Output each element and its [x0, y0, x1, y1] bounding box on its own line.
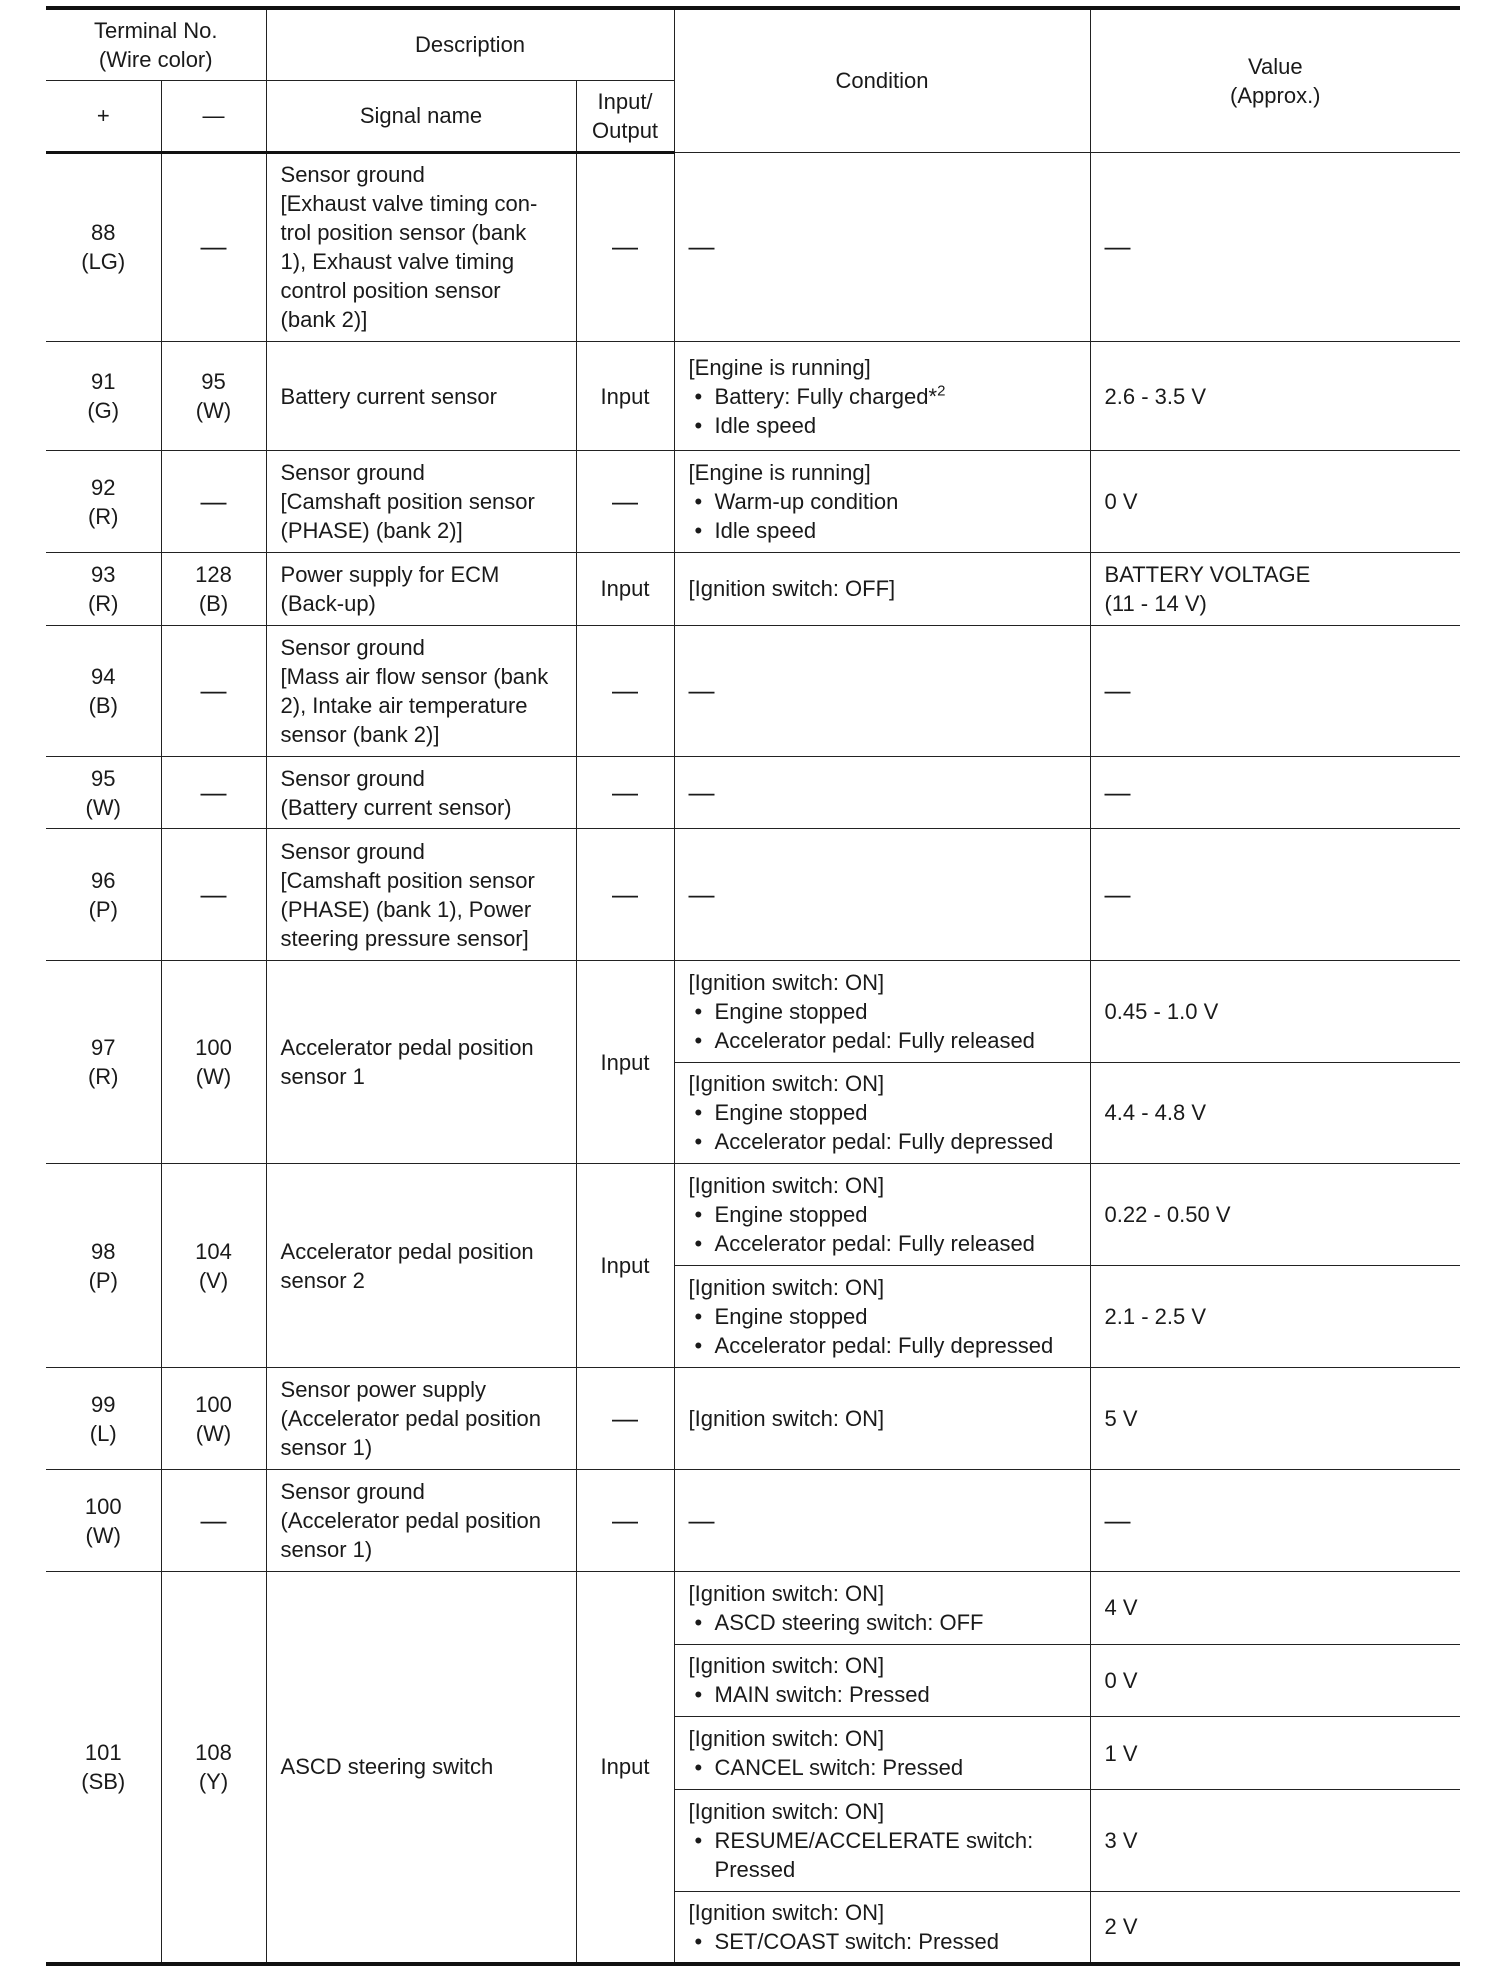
- condition-bullet: • SET/COAST switch: Pressed: [689, 1927, 1082, 1956]
- io-cell: [576, 1164, 674, 1368]
- condition-heading: —: [688, 675, 715, 706]
- signal-line: (Battery current sensor): [280, 794, 512, 820]
- io-cell: [576, 152, 674, 342]
- condition-bullet: • Accelerator pedal: Fully depressed: [689, 1331, 1082, 1360]
- value-text: 0 V: [1104, 1667, 1138, 1693]
- value-text: 0.22 - 0.50 V: [1104, 1202, 1231, 1228]
- value-text: 3 V: [1104, 1827, 1138, 1853]
- condition-cell: [674, 625, 1090, 756]
- signal-line: Sensor power supply: [280, 1377, 486, 1403]
- condition-bullet: • Engine stopped: [689, 1200, 1082, 1229]
- terminal-number: —: [200, 485, 227, 516]
- table-header: [46, 8, 1460, 152]
- condition-cell: [674, 1062, 1090, 1164]
- value-range: (11 - 14 V): [1104, 590, 1207, 616]
- terminal-number: 97: [91, 1035, 116, 1060]
- document-page: [46, 6, 1460, 1966]
- io-value: Input: [600, 1754, 650, 1780]
- signal-line: [Mass air flow sensor (bank: [280, 663, 549, 689]
- io-cell: [576, 625, 674, 756]
- wire-color: (Y): [198, 1768, 229, 1794]
- signal-line: Sensor ground: [280, 765, 425, 791]
- condition-cell: [674, 829, 1090, 960]
- minus-terminal-cell: [161, 1470, 266, 1572]
- description-header: Description: [266, 8, 674, 80]
- condition-heading: —: [688, 1505, 715, 1535]
- condition-heading: [Ignition switch: ON]: [688, 1406, 885, 1432]
- io-cell: [576, 756, 674, 829]
- wire-color: (P): [88, 896, 118, 922]
- signal-name-cell: [266, 451, 576, 553]
- terminal-number: 99: [91, 1391, 116, 1417]
- value-cell: [1090, 1891, 1460, 1964]
- wire-color: (V): [198, 1267, 229, 1293]
- signal-line: (PHASE) (bank 2)]: [280, 518, 463, 544]
- value-cell: [1090, 1266, 1460, 1368]
- io-cell: [576, 1571, 674, 1964]
- signal-line: 1), Exhaust valve timing: [280, 249, 515, 275]
- signal-line: Sensor ground: [280, 634, 425, 660]
- condition-bullet: • Idle speed: [689, 411, 1082, 440]
- condition-bullet: • Accelerator pedal: Fully released: [689, 1026, 1082, 1055]
- condition-heading: [Ignition switch: ON]: [688, 1580, 885, 1606]
- signal-name-cell: [266, 1470, 576, 1572]
- condition-bullet: • Battery: Fully charged*$^2$: [689, 382, 1082, 411]
- signal-line: steering pressure sensor]: [280, 925, 529, 951]
- signal-line: control position sensor: [280, 278, 501, 304]
- condition-bullet: • CANCEL switch: Pressed: [689, 1753, 1082, 1782]
- signal-name-header: Signal name: [266, 80, 576, 152]
- condition-cell: [674, 1266, 1090, 1368]
- terminal-number: —: [200, 674, 227, 705]
- condition-cell: [674, 451, 1090, 553]
- minus-terminal-cell: [161, 960, 266, 1164]
- plus-terminal-cell: [46, 1470, 161, 1572]
- value-text: 0.45 - 1.0 V: [1104, 998, 1219, 1024]
- wire-color: (B): [198, 590, 229, 616]
- signal-name-cell: [266, 152, 576, 342]
- table-row: [46, 1571, 1460, 1644]
- plus-terminal-cell: [46, 756, 161, 829]
- condition-heading: [Ignition switch: ON]: [688, 1275, 885, 1301]
- minus-terminal-cell: [161, 1164, 266, 1368]
- signal-line: [Camshaft position sensor: [280, 489, 535, 515]
- condition-bullet: • Warm-up condition: [689, 487, 1082, 516]
- condition-cell: [674, 152, 1090, 342]
- plus-terminal-cell: [46, 1571, 161, 1964]
- condition-bullet: • MAIN switch: Pressed: [689, 1680, 1082, 1709]
- wire-color-label: (Wire color): [98, 46, 213, 72]
- signal-name-cell: [266, 342, 576, 451]
- plus-terminal-cell: [46, 152, 161, 342]
- terminal-number: 92: [91, 474, 116, 500]
- terminal-number: 96: [91, 867, 116, 893]
- minus-terminal-cell: [161, 342, 266, 451]
- value-cell: [1090, 625, 1460, 756]
- condition-cell: [674, 1717, 1090, 1790]
- io-value: —: [612, 878, 639, 909]
- condition-heading: —: [688, 231, 715, 262]
- value-text: —: [1104, 776, 1131, 807]
- signal-name-cell: [266, 756, 576, 829]
- wire-color: (W): [85, 1522, 121, 1548]
- table-row: [46, 756, 1460, 829]
- value-text: 4 V: [1104, 1595, 1138, 1621]
- plus-header: +: [46, 80, 161, 152]
- io-value: —: [612, 1504, 639, 1535]
- value-cell: [1090, 1368, 1460, 1470]
- value-header: [1090, 8, 1460, 152]
- value-cell: [1090, 553, 1460, 626]
- value-cell: [1090, 1164, 1460, 1266]
- table-row: [46, 625, 1460, 756]
- terminal-number: 104: [195, 1238, 232, 1264]
- minus-terminal-cell: [161, 451, 266, 553]
- condition-bullet: • Accelerator pedal: Fully released: [689, 1229, 1082, 1258]
- value-text: —: [1104, 230, 1131, 261]
- condition-cell: [674, 1164, 1090, 1266]
- value-cell: [1090, 451, 1460, 553]
- io-cell: [576, 342, 674, 451]
- signal-name-cell: [266, 1368, 576, 1470]
- terminal-number: —: [200, 1504, 227, 1535]
- plus-terminal-cell: [46, 1368, 161, 1470]
- io-value: —: [612, 231, 639, 262]
- terminal-number: 98: [91, 1238, 116, 1264]
- minus-terminal-cell: [161, 152, 266, 342]
- value-text: 0 V: [1104, 489, 1138, 515]
- condition-bullet: • RESUME/ACCELERATE switch: Pressed: [689, 1826, 1082, 1884]
- io-cell: [576, 1368, 674, 1470]
- terminal-number: 95: [91, 765, 116, 791]
- ecm-terminal-table: [46, 6, 1460, 1966]
- condition-heading: [Ignition switch: ON]: [688, 1899, 885, 1925]
- wire-color: (P): [88, 1267, 118, 1293]
- terminal-number: —: [200, 776, 227, 807]
- plus-terminal-cell: [46, 960, 161, 1164]
- value-label: Value: [1247, 53, 1303, 79]
- signal-line: trol position sensor (bank: [280, 220, 527, 246]
- minus-terminal-cell: [161, 553, 266, 626]
- signal-line: Sensor ground: [280, 162, 425, 188]
- terminal-number: 88: [91, 220, 116, 246]
- table-row: [46, 1164, 1460, 1266]
- signal-name-cell: [266, 1164, 576, 1368]
- approx-label: (Approx.): [1230, 82, 1321, 108]
- value-text: 5 V: [1104, 1406, 1138, 1432]
- signal-line: sensor 1: [280, 1064, 365, 1089]
- condition-cell: [674, 1789, 1090, 1891]
- value-cell: [1090, 152, 1460, 342]
- wire-color: (W): [195, 398, 232, 424]
- terminal-no-label: Terminal No.: [94, 17, 218, 43]
- signal-name-cell: [266, 553, 576, 626]
- wire-color: (R): [87, 1064, 119, 1089]
- io-cell: [576, 960, 674, 1164]
- value-text: —: [1104, 878, 1131, 909]
- terminal-number: 95: [201, 369, 226, 395]
- signal-line: Sensor ground: [280, 460, 425, 486]
- wire-color: (W): [85, 794, 121, 820]
- value-cell: [1090, 1717, 1460, 1790]
- condition-heading: [Ignition switch: ON]: [688, 1798, 885, 1824]
- plus-terminal-cell: [46, 829, 161, 960]
- condition-bullet: • Idle speed: [689, 516, 1082, 545]
- terminal-number: 100: [195, 1391, 232, 1417]
- condition-heading: [Engine is running]: [688, 354, 871, 380]
- wire-color: (L): [89, 1420, 117, 1446]
- condition-cell: [674, 1644, 1090, 1717]
- table-row: [46, 451, 1460, 553]
- signal-line: (Back-up): [280, 590, 376, 616]
- table-row: [46, 1368, 1460, 1470]
- table-row: [46, 829, 1460, 960]
- condition-heading: [Ignition switch: ON]: [688, 969, 885, 995]
- signal-line: sensor 2: [280, 1267, 365, 1293]
- condition-cell: [674, 1891, 1090, 1964]
- table-row: [46, 152, 1460, 342]
- signal-line: sensor (bank 2)]: [280, 721, 440, 747]
- io-value: —: [612, 674, 639, 705]
- plus-terminal-cell: [46, 1164, 161, 1368]
- io-value: Input: [600, 576, 650, 602]
- signal-line: ASCD steering switch: [280, 1754, 494, 1780]
- condition-heading: [Ignition switch: ON]: [688, 1726, 885, 1752]
- value-text: —: [1104, 674, 1131, 705]
- footnote-marker: 2: [937, 382, 946, 400]
- io-cell: [576, 1470, 674, 1572]
- table-row: [46, 553, 1460, 626]
- terminal-number: 108: [195, 1739, 232, 1765]
- condition-bullet: • Engine stopped: [689, 1302, 1082, 1331]
- value-cell: [1090, 1571, 1460, 1644]
- value-text: 2 V: [1104, 1914, 1138, 1940]
- io-cell: [576, 829, 674, 960]
- terminal-number: 91: [91, 369, 116, 395]
- condition-cell: [674, 960, 1090, 1062]
- condition-bullet: • Accelerator pedal: Fully depressed: [689, 1127, 1082, 1156]
- signal-line: (Accelerator pedal position: [280, 1406, 541, 1432]
- signal-line: Sensor ground: [280, 1479, 425, 1504]
- condition-cell: [674, 1571, 1090, 1644]
- value-text: 2.1 - 2.5 V: [1104, 1304, 1207, 1330]
- plus-terminal-cell: [46, 625, 161, 756]
- signal-line: (Accelerator pedal position: [280, 1508, 541, 1533]
- value-cell: [1090, 1062, 1460, 1164]
- signal-line: sensor 1): [280, 1435, 373, 1461]
- table-row: [46, 1470, 1460, 1572]
- terminal-no-header: [46, 8, 266, 80]
- value-cell: [1090, 1644, 1460, 1717]
- signal-line: Sensor ground: [280, 838, 425, 864]
- plus-terminal-cell: [46, 451, 161, 553]
- plus-terminal-cell: [46, 342, 161, 451]
- condition-heading: —: [688, 879, 715, 910]
- condition-cell: [674, 756, 1090, 829]
- minus-terminal-cell: [161, 829, 266, 960]
- io-header: Input/ Output: [576, 80, 674, 152]
- signal-line: sensor 1): [280, 1537, 373, 1562]
- signal-line: (PHASE) (bank 1), Power: [280, 896, 532, 922]
- condition-heading: [Ignition switch: ON]: [688, 1173, 885, 1199]
- wire-color: (R): [87, 590, 119, 616]
- value-text: 2.6 - 3.5 V: [1104, 383, 1207, 409]
- io-value: Input: [600, 383, 650, 409]
- signal-line: 2), Intake air temperature: [280, 692, 528, 718]
- value-text: BATTERY VOLTAGE: [1104, 561, 1311, 587]
- terminal-number: 94: [91, 663, 116, 689]
- signal-line: (bank 2)]: [280, 307, 368, 333]
- wire-color: (SB): [81, 1768, 126, 1794]
- condition-bullet: • Engine stopped: [689, 1098, 1082, 1127]
- signal-name-cell: [266, 625, 576, 756]
- value-cell: [1090, 756, 1460, 829]
- io-cell: [576, 553, 674, 626]
- signal-name-cell: [266, 960, 576, 1164]
- terminal-number: —: [200, 878, 227, 909]
- condition-bullet: • Engine stopped: [689, 997, 1082, 1026]
- condition-heading: [Ignition switch: ON]: [688, 1653, 885, 1679]
- value-cell: [1090, 1470, 1460, 1572]
- terminal-number: —: [200, 231, 227, 262]
- minus-terminal-cell: [161, 1571, 266, 1964]
- value-cell: [1090, 960, 1460, 1062]
- value-text: 4.4 - 4.8 V: [1104, 1100, 1207, 1126]
- value-text: 1 V: [1104, 1740, 1138, 1766]
- terminal-number: 100: [84, 1493, 122, 1519]
- io-cell: [576, 451, 674, 553]
- plus-terminal-cell: [46, 553, 161, 626]
- table-body: [46, 152, 1460, 1964]
- value-cell: [1090, 342, 1460, 451]
- value-text: —: [1104, 1504, 1131, 1535]
- terminal-number: 128: [195, 561, 232, 587]
- signal-line: Accelerator pedal position: [280, 1035, 534, 1060]
- terminal-number: 101: [84, 1739, 122, 1765]
- condition-cell: [674, 342, 1090, 451]
- condition-cell: [674, 1368, 1090, 1470]
- table-row: [46, 960, 1460, 1062]
- minus-header: —: [161, 80, 266, 152]
- value-cell: [1090, 829, 1460, 960]
- table-row: [46, 342, 1460, 451]
- minus-terminal-cell: [161, 625, 266, 756]
- signal-line: Power supply for ECM: [280, 561, 500, 587]
- io-value: Input: [600, 1253, 650, 1279]
- io-value: —: [612, 485, 639, 516]
- terminal-number: 100: [195, 1035, 232, 1060]
- minus-terminal-cell: [161, 756, 266, 829]
- condition-heading: —: [688, 777, 715, 808]
- value-cell: [1090, 1789, 1460, 1891]
- condition-heading: [Engine is running]: [688, 460, 871, 486]
- terminal-number: 93: [91, 561, 116, 587]
- wire-color: (R): [87, 503, 119, 529]
- io-value: —: [612, 1402, 639, 1433]
- wire-color: (G): [87, 398, 120, 424]
- signal-line: Battery current sensor: [280, 383, 497, 409]
- condition-heading: [Ignition switch: OFF]: [688, 576, 896, 602]
- wire-color: (W): [195, 1064, 232, 1089]
- condition-cell: [674, 1470, 1090, 1572]
- minus-terminal-cell: [161, 1368, 266, 1470]
- condition-bullet: • ASCD steering switch: OFF: [689, 1608, 1082, 1637]
- condition-header: Condition: [674, 8, 1090, 152]
- io-value: —: [612, 776, 639, 807]
- signal-line: [Camshaft position sensor: [280, 867, 535, 893]
- signal-line: [Exhaust valve timing con-: [280, 191, 538, 217]
- io-value: Input: [600, 1049, 650, 1075]
- signal-line: Accelerator pedal position: [280, 1238, 534, 1264]
- wire-color: (W): [195, 1420, 232, 1446]
- wire-color: (B): [88, 692, 118, 718]
- signal-name-cell: [266, 829, 576, 960]
- condition-heading: [Ignition switch: ON]: [688, 1071, 885, 1097]
- wire-color: (LG): [81, 249, 126, 275]
- condition-cell: [674, 553, 1090, 626]
- signal-name-cell: [266, 1571, 576, 1964]
